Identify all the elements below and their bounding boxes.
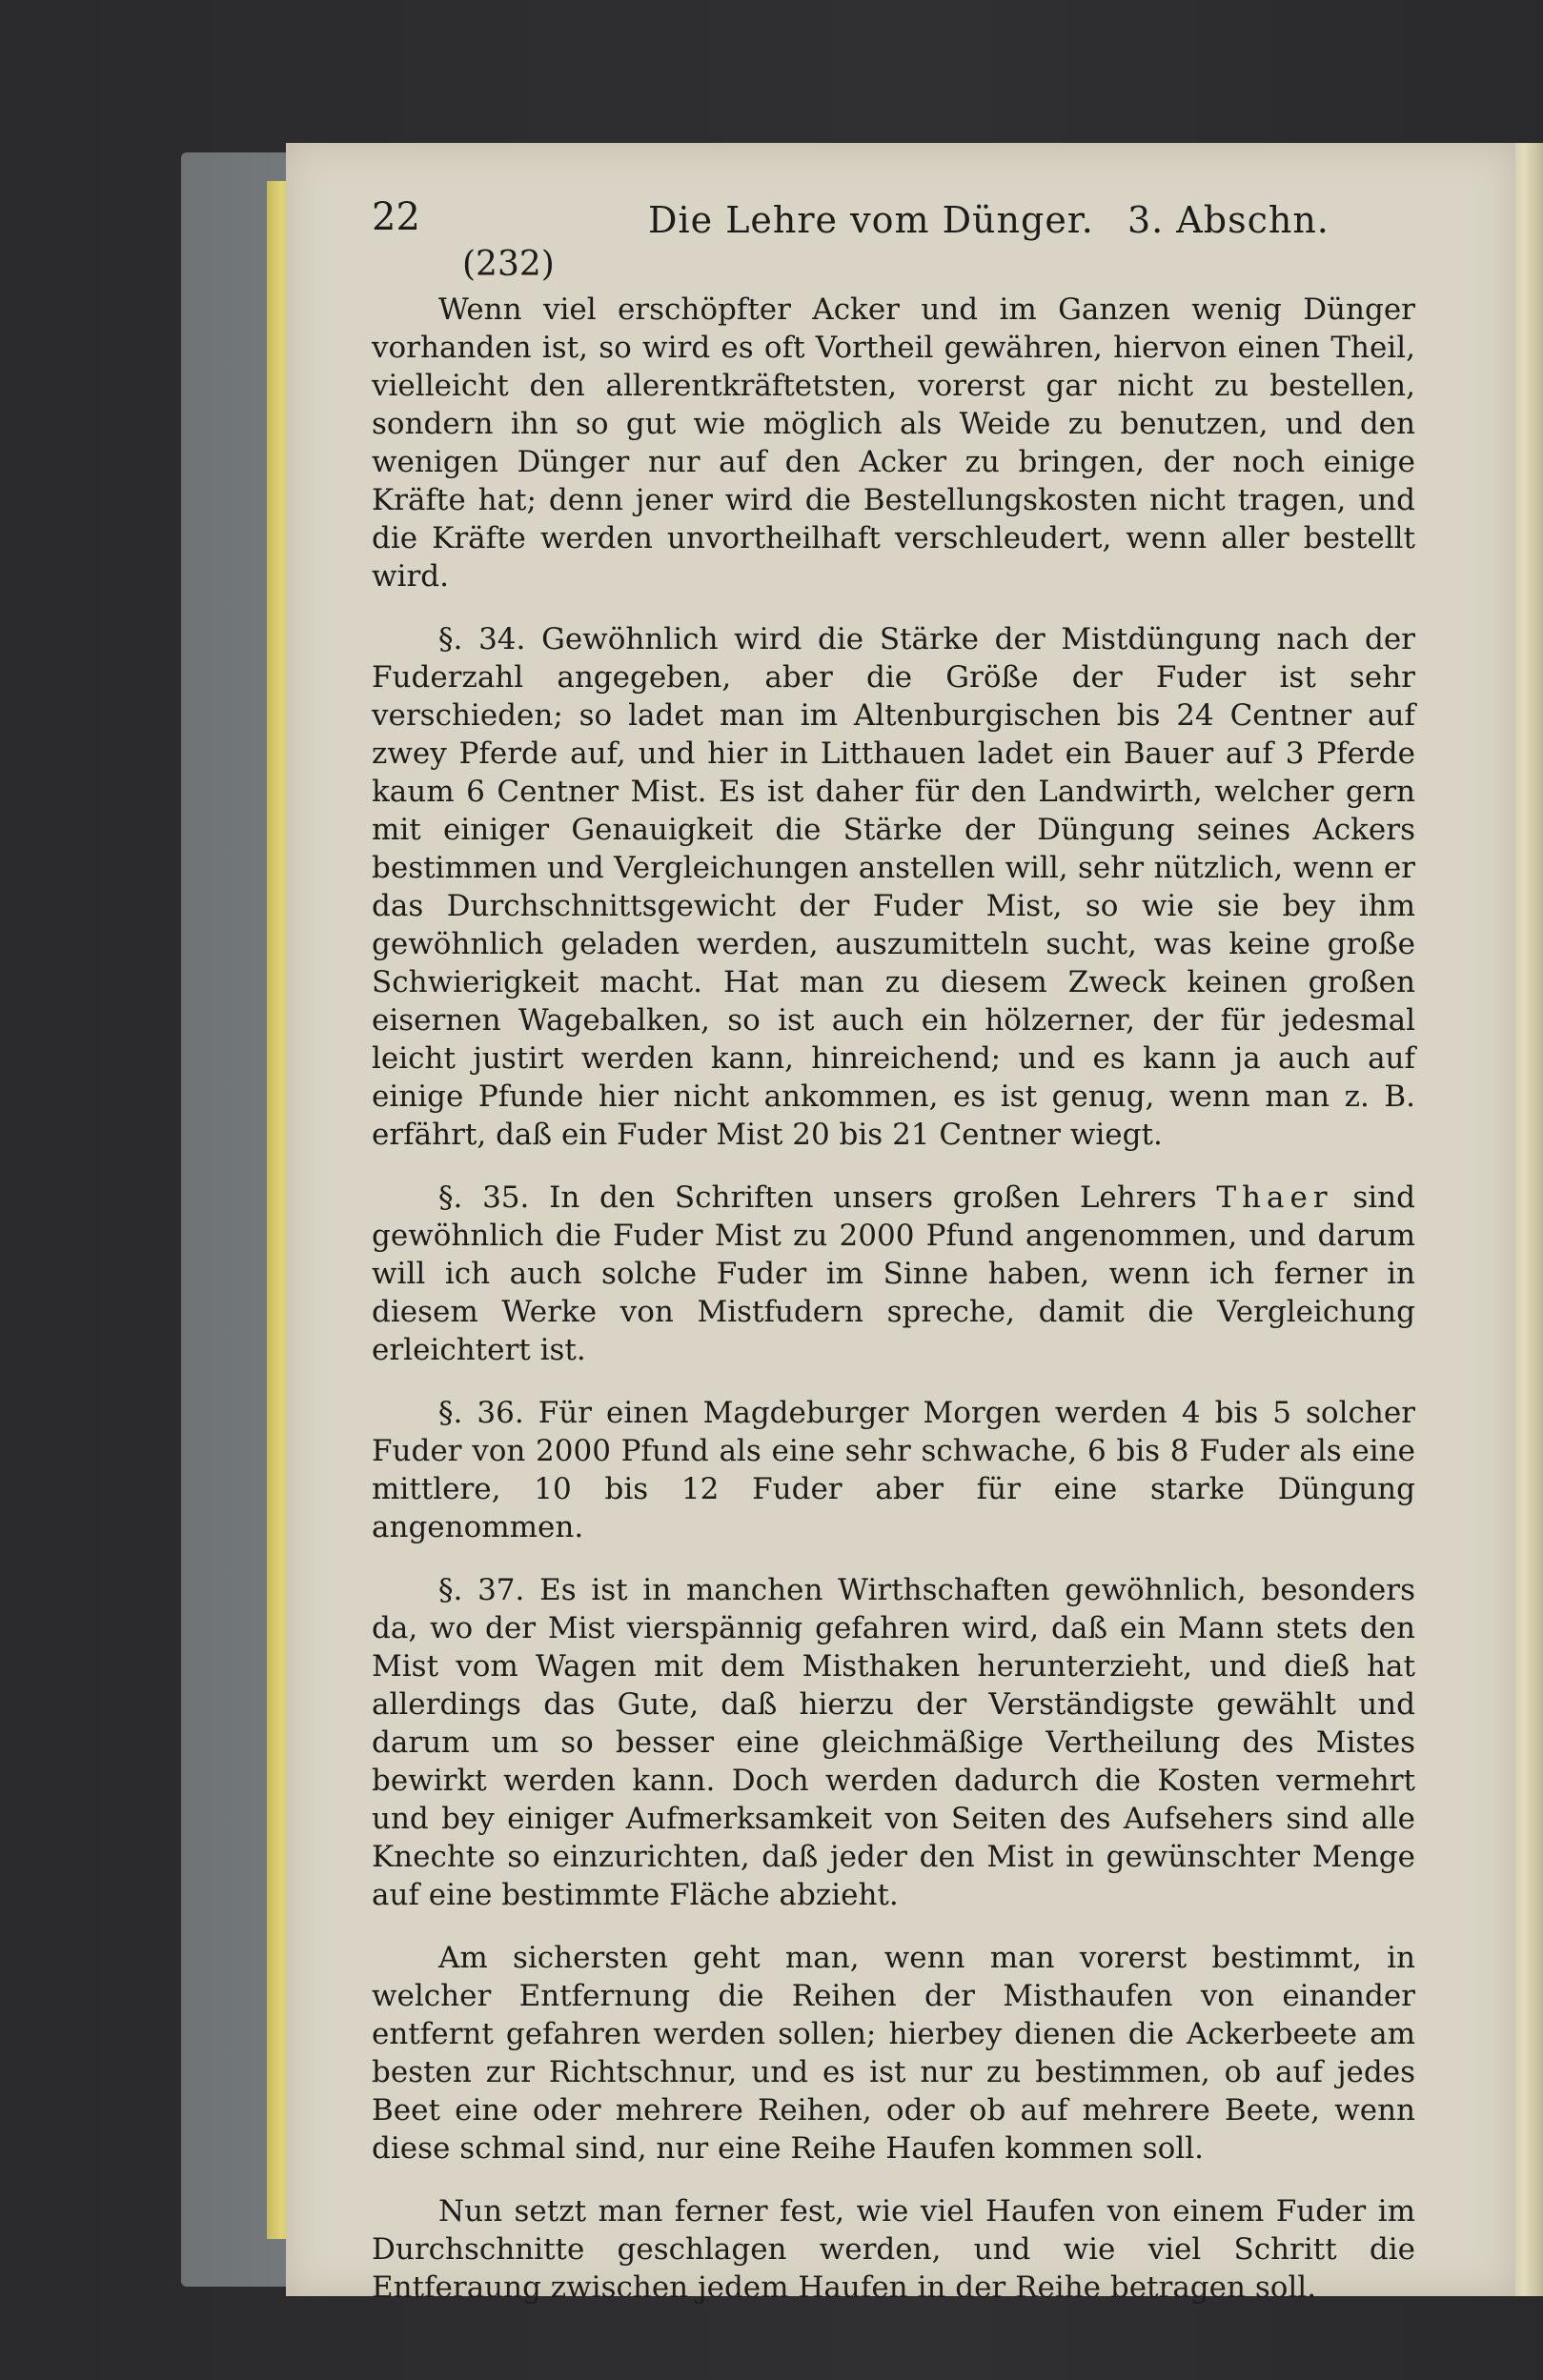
paragraph-section-34: §. 34. Gewöhnlich wird die Stärke der Mistdüngung nach der Fuderzahl angegeben, aber die Größe der Fuder ist sehr verschieden; so ladet man im Altenburgischen bis 24 Centner auf zwey Pferde auf, und hier in Litthauen ladet ein Bauer auf 3 Pferde kaum 6 Centner Mist. Es ist daher für den Landwirth, welcher gern mit einiger Genauigkeit die Stärke der Düngung seines Ackers bestimmen und Vergleichungen anstellen will, sehr nützlich, wenn er das Durchschnittsgewicht der Fuder Mist, so wie sie bey ihm gewöhnlich geladen werden, auszumitteln sucht, was keine große Schwierigkeit macht. Hat man zu diesem Zweck keinen großen eisernen Wagebalken, so ist auch ein hölzerner, der für jedesmal leicht justirt werden kann, hinreichend; und es kann ja auch auf einige Pfunde hier nicht ankommen, es ist genug, wenn man z. B. erfährt, daß ein Fuder Mist 20 bis 21 Centner wiegt. [372,622,1415,1152]
section-35-text-before: §. 35. In den Schriften unsers großen Lehrers [438,1180,1217,1215]
marginal-number: (232) [462,245,555,284]
page-number: 22 [372,195,420,239]
paragraph-section-36: §. 36. Für einen Magdeburger Morgen werden 4 bis 5 solcher Fuder von 2000 Pfund als eine sehr schwache, 6 bis 8 Fuder als eine mittlere, 10 bis 12 Fuder aber für eine starke Düngung angenommen. [372,1396,1415,1544]
running-section: 3. Abschn. [1127,199,1330,241]
paragraph-distance: Am sichersten geht man, wenn man vorerst bestimmt, in welcher Entfernung die Reihen der Misthaufen von einander entfernt gefahren werden sollen; hierbey dienen die Ackerbeete am besten zur Richtschnur, und es ist nur zu bestimmen, ob auf jedes Beet eine oder mehrere Reihen, oder ob auf mehrere Beete, wenn diese schmal sind, nur eine Reihe Haufen kommen soll. [372,1941,1415,2166]
running-title [648,199,1330,241]
running-head [372,186,1415,291]
paragraph-section-37: §. 37. Es ist in manchen Wirthschaften gewöhnlich, besonders da, wo der Mist vierspännig gefahren wird, daß ein Mann stets den Mist vom Wagen mit dem Misthaken herunterzieht, und dieß hat allerdings das Gute, daß hierzu der Verständigste gewählt und darum um so besser eine gleichmäßige Vertheilung des Mistes bewirkt werden kann. Doch werden dadurch die Kosten vermehrt und bey einiger Aufmerksamkeit von Seiten des Aufsehers sind alle Knechte so einzurichten, daß jeder den Mist in gewünschter Menge auf eine bestimmte Fläche abzieht. [372,1573,1415,1912]
running-title-text: Die Lehre vom Dünger. [648,199,1094,241]
author-name-thaer: Thaer [1216,1180,1333,1215]
paragraph-intro: Wenn viel erschöpfter Acker und im Ganzen wenig Dünger vorhanden ist, so wird es oft Vortheil gewähren, hiervon einen Theil, vielleicht den allerentkräftetsten, vorerst gar nicht zu bestellen, sondern ihn so gut wie möglich als Weide zu benutzen, und den wenigen Dünger nur auf den Acker zu bringen, der noch einige Kräfte hat; denn jener wird die Bestellungskosten nicht tragen, und die Kräfte werden unvortheilhaft verschleudert, wenn aller bestellt wird. [372,292,1415,594]
section-35-text-after: sind gewöhnlich die Fuder Mist zu 2000 Pfund angenommen, und darum will ich auch solche Fuder im Sinne haben, wenn ich ferner in diesem Werke von Mistfudern spreche, damit die Vergleichung erleichtert ist. [372,1180,1415,1367]
paragraph-heaps: Nun setzt man ferner fest, wie viel Haufen von einem Fuder im Durchschnitte geschlagen werden, und wie viel Schritt die Entferaung zwischen jedem Haufen in der Reihe betragen soll. [372,2194,1415,2305]
page-content [372,186,1415,2331]
paragraph-section-35 [372,1179,1415,1369]
